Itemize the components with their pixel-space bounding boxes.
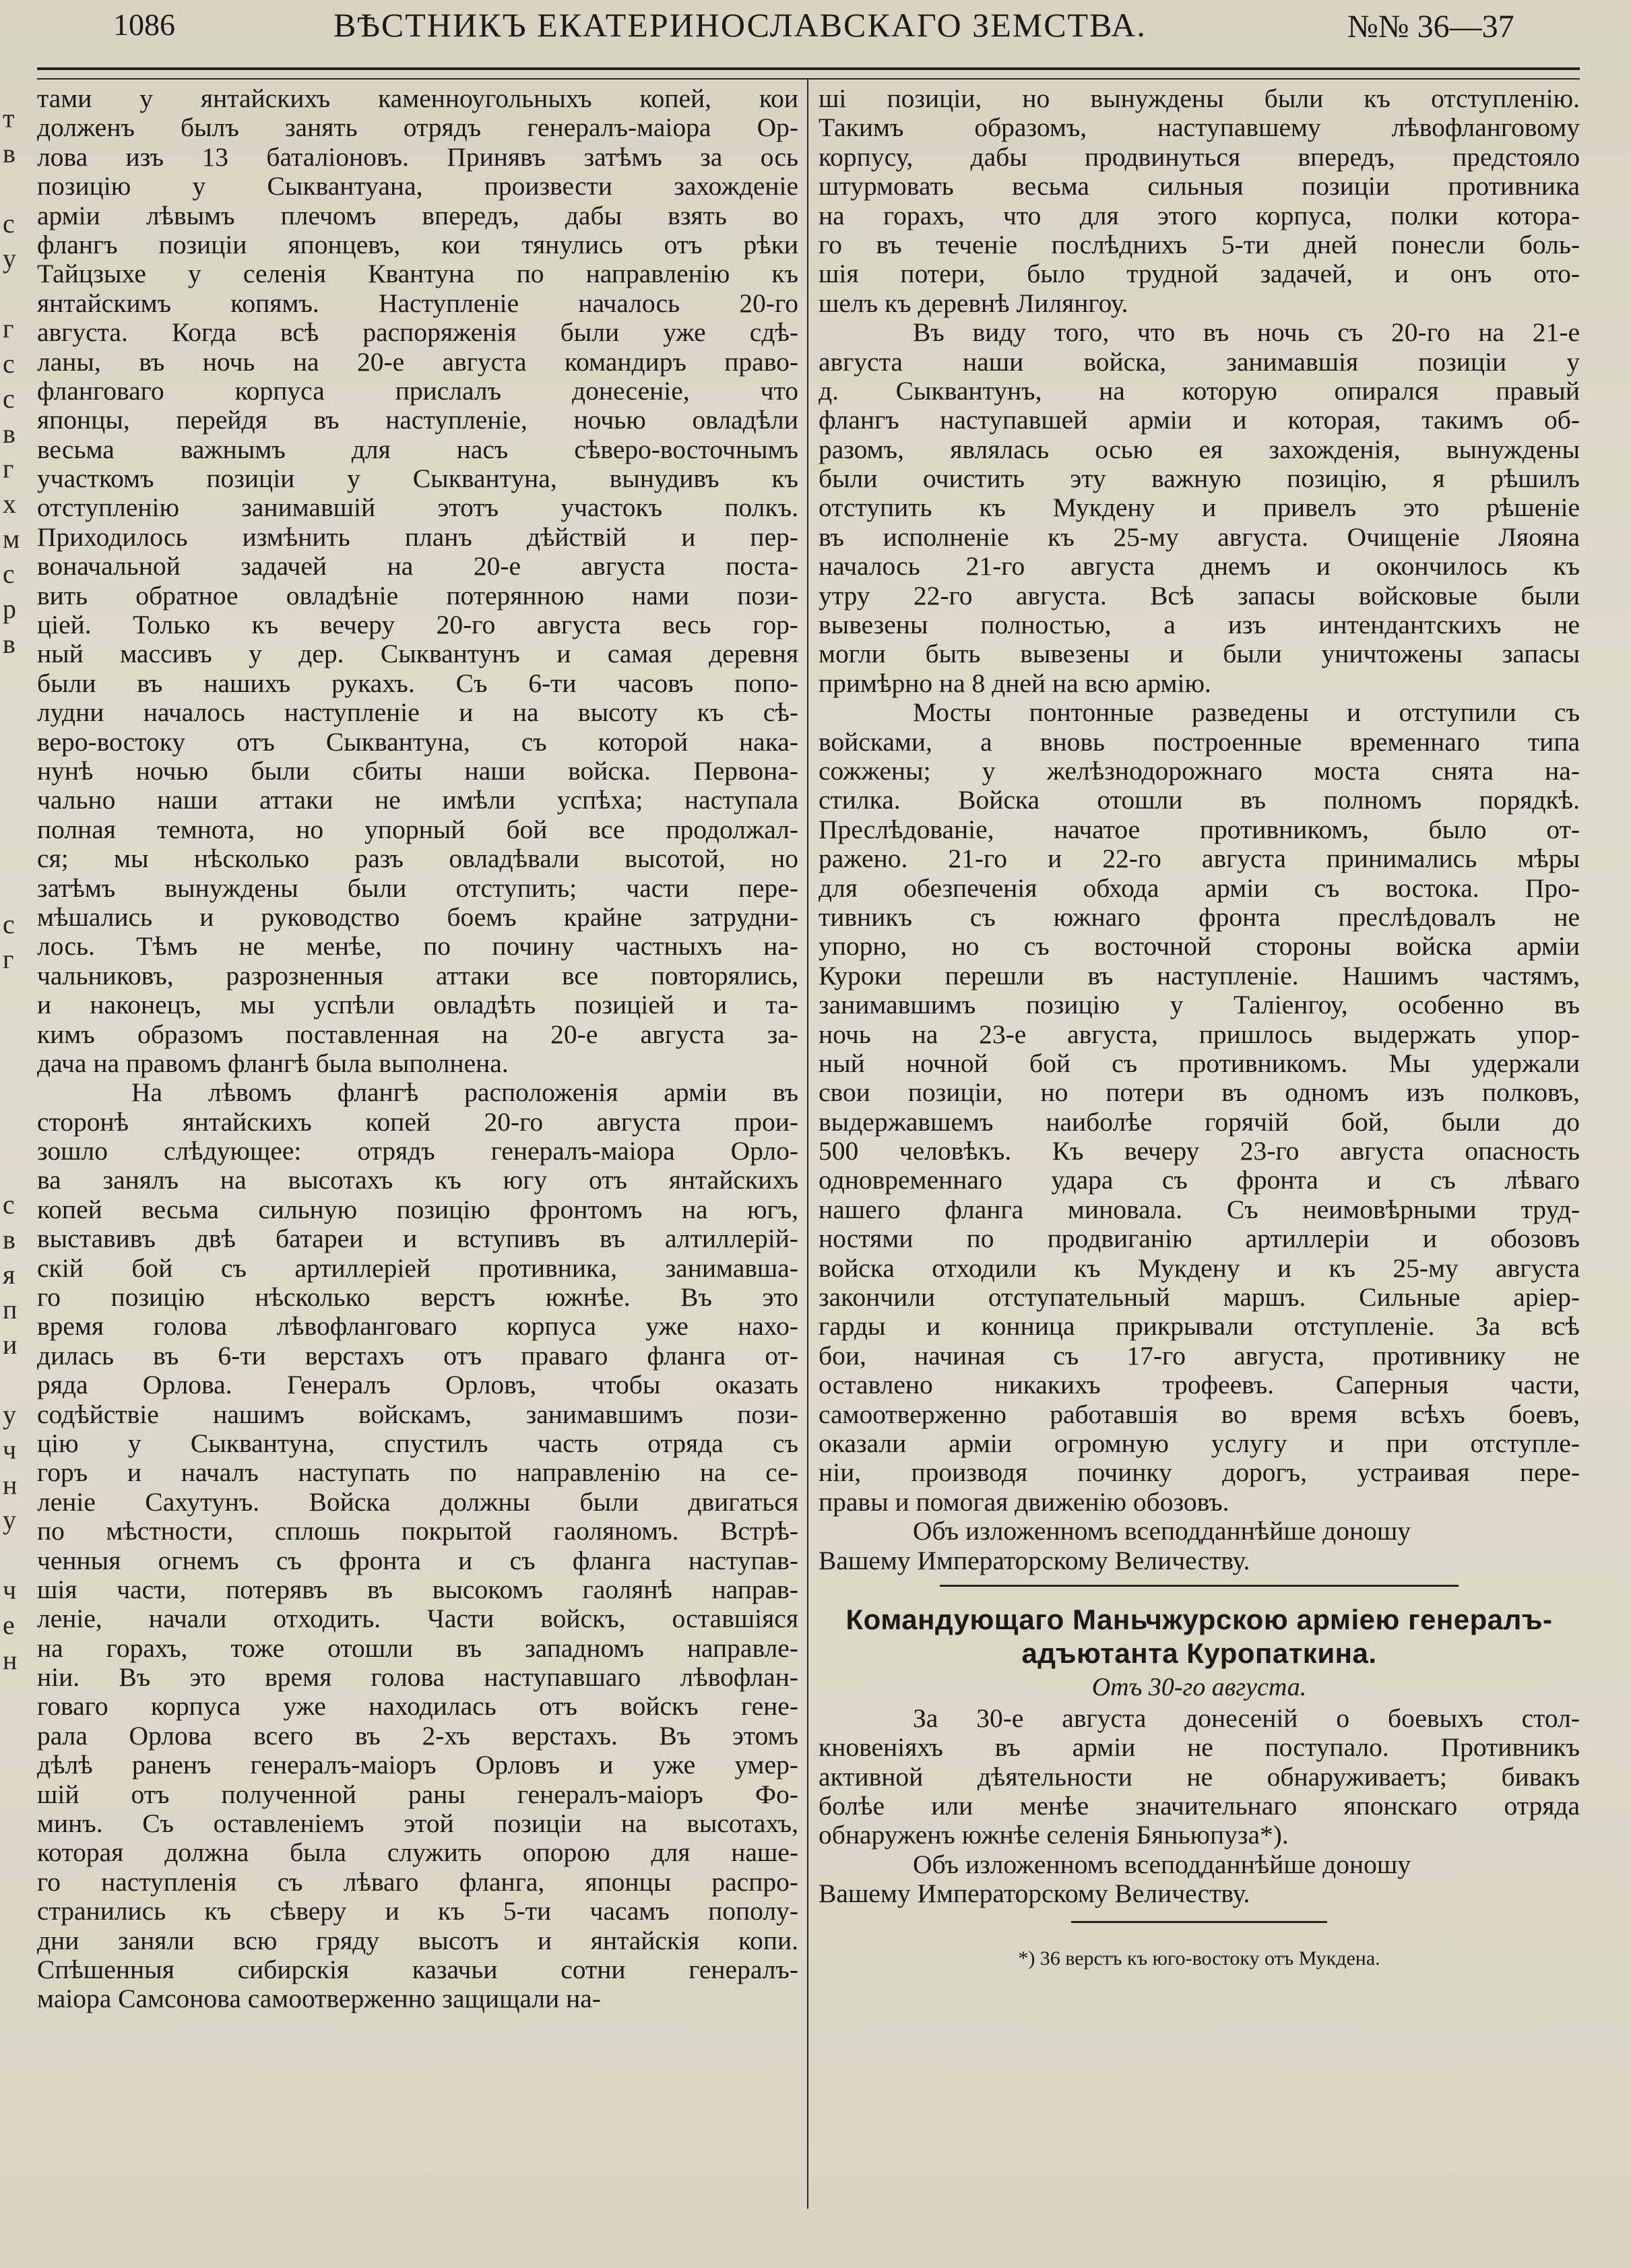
section-body bbox=[819, 1704, 1580, 1909]
section-rule bbox=[940, 1585, 1459, 1587]
text-line: Объ изложенномъ всеподданнѣйше доношу bbox=[913, 1849, 1411, 1879]
text-line: нашего фланга миновала. Съ неимовѣрными труд- bbox=[819, 1194, 1580, 1224]
text-line: свои позиціи, но потери въ одномъ изъ полковъ, bbox=[819, 1077, 1580, 1108]
text-line: го въ теченіе послѣднихъ 5-ти дней понесли боль- bbox=[819, 229, 1580, 259]
text-line: штурмовать весьма сильныя позиціи противника bbox=[819, 171, 1580, 201]
text-line: леніе Сахутунъ. Войска должны были двигаться bbox=[37, 1486, 798, 1517]
text-line: активной дѣятельности не обнаруживаетъ; бивакъ bbox=[819, 1761, 1580, 1792]
text-line: ряда Орлова. Генералъ Орловъ, чтобы оказать bbox=[37, 1370, 798, 1400]
text-line: выдержавшемъ наиболѣе горячій бой, были до bbox=[819, 1106, 1580, 1137]
text-line: отступленію занимавшій этотъ участокъ полкъ. bbox=[37, 493, 798, 523]
text-line: цію у Сыквантуна, спустилъ часть отряда съ bbox=[37, 1428, 798, 1458]
text-line: по мѣстности, сплошь покрытой гаоляномъ. Встрѣ- bbox=[37, 1516, 798, 1546]
text-line: веро-востоку отъ Сыквантуна, съ которой нака- bbox=[37, 726, 798, 757]
header-rule bbox=[37, 67, 1580, 80]
text-line: затѣмъ вынуждены были отступить; части пере- bbox=[37, 873, 798, 903]
text-line: августа. Когда всѣ распоряженія были уже сдѣ- bbox=[37, 317, 798, 348]
text-line: Вашему Императорскому Величеству. bbox=[819, 1545, 1250, 1575]
text-line: оказали арміи огромную услугу и при отступле- bbox=[819, 1428, 1580, 1458]
text-line: сторонѣ янтайскихъ копей 20-го августа прои- bbox=[37, 1106, 798, 1137]
section-title-line2: адъютанта Куропаткина. bbox=[1021, 1637, 1377, 1669]
text-line: отступить къ Мукдену и привелъ это рѣшеніе bbox=[819, 493, 1580, 523]
text-line: мѣшались и руководство боемъ крайне затрудни- bbox=[37, 902, 798, 932]
text-line: участкомъ позиціи у Сыквантуна, вынудивъ къ bbox=[37, 464, 798, 494]
text-line: Такимъ образомъ, наступавшему лѣвофланговому bbox=[819, 113, 1580, 143]
text-line: скій бой съ артиллеріей противника, занимавша- bbox=[37, 1253, 798, 1283]
text-line: шелъ къ деревнѣ Лилянгоу. bbox=[819, 288, 1128, 318]
text-line: Тайцзыхе у селенія Квантуна по направленію къ bbox=[37, 259, 798, 289]
text-line: утру 22-го августа. Всѣ запасы войсковые были bbox=[819, 580, 1580, 610]
text-line: были въ нашихъ рукахъ. Съ 6-ти часовъ попо- bbox=[37, 668, 798, 698]
text-line: странились къ сѣверу и къ 5-ти часамъ пополу- bbox=[37, 1896, 798, 1926]
text-line: болѣе или менѣе значительнаго японскаго отряда bbox=[819, 1791, 1580, 1821]
text-line: копей весьма сильную позицію фронтомъ на югъ, bbox=[37, 1194, 798, 1224]
text-line: ночь на 23-е августа, пришлось выдержать упор- bbox=[819, 1019, 1580, 1049]
text-line: оставлено никакихъ трофеевъ. Саперныя части, bbox=[819, 1370, 1580, 1400]
text-line: ченныя огнемъ съ фронта и съ фланга наступав- bbox=[37, 1545, 798, 1575]
text-line: Мосты понтонные разведены и отступили съ bbox=[913, 697, 1580, 728]
text-line: горъ и началъ наступать по направленію на се- bbox=[37, 1457, 798, 1488]
text-line: началось 21-го августа днемъ и окончилось къ bbox=[819, 551, 1580, 581]
text-line: ный массивъ у дер. Сыквантунъ и самая деревня bbox=[37, 639, 798, 669]
page-number: 1086 bbox=[113, 7, 175, 42]
text-line: рала Орлова всего въ 2-хъ верстахъ. Въ этомъ bbox=[37, 1720, 798, 1751]
text-line: маіора Самсонова самоотверженно защищали на- bbox=[37, 1984, 601, 2014]
text-line: войсками, а вновь построенные временнаго типа bbox=[819, 726, 1580, 757]
text-line: позицію у Сыквантуана, произвести захожденіе bbox=[37, 171, 798, 201]
text-line: на горахъ, что для этого корпуса, полки котора- bbox=[819, 200, 1580, 230]
text-line: полная темнота, но упорный бой все продолжал- bbox=[37, 814, 798, 844]
text-line: разомъ, являлась осью ея захожденія, вынуждены bbox=[819, 434, 1580, 464]
text-line: кновеніяхъ въ арміи не поступало. Противникъ bbox=[819, 1732, 1580, 1763]
text-line: одновременнаго удара съ фронта и съ лѣваго bbox=[819, 1165, 1580, 1195]
text-line: и наконецъ, мы успѣли овладѣть позиціей и та- bbox=[37, 990, 798, 1020]
text-line: леніе, начали отходить. Части войскъ, оставшіяся bbox=[37, 1604, 798, 1634]
right-column bbox=[819, 84, 1580, 1972]
text-line: тивникъ съ южнаго фронта преслѣдовалъ не bbox=[819, 902, 1580, 932]
text-line: флангъ наступавшей арміи и которая, такимъ об- bbox=[819, 405, 1580, 435]
text-line: воначальной задачей на 20-е августа поста- bbox=[37, 551, 798, 581]
text-line: ніи, производя починку дорогъ, устраивая пере- bbox=[819, 1457, 1580, 1488]
text-line: время голова лѣвофланговаго корпуса уже нахо- bbox=[37, 1311, 798, 1342]
text-line: ный ночной бой съ противникомъ. Мы удержали bbox=[819, 1048, 1580, 1078]
text-line: вить обратное овладѣніе потерянною нами пози- bbox=[37, 580, 798, 610]
text-line: го позицію нѣсколько верстъ южнѣе. Въ это bbox=[37, 1282, 798, 1313]
text-line: чальниковъ, разрозненныя аттаки все повторялись, bbox=[37, 960, 798, 990]
text-line: ланы, въ ночь на 20-е августа командиръ право- bbox=[37, 346, 798, 377]
text-line: Объ изложенномъ всеподданнѣйше доношу bbox=[913, 1516, 1411, 1546]
text-line: флангъ позиціи японцевъ, кои тянулись отъ рѣки bbox=[37, 229, 798, 259]
text-line: го наступленія съ лѣваго фланга, японцы распро- bbox=[37, 1866, 798, 1897]
text-line: дилась въ 6-ти верстахъ отъ праваго фланга от- bbox=[37, 1340, 798, 1371]
text-line: японцы, перейдя въ наступленіе, ночью овладѣли bbox=[37, 405, 798, 435]
text-line: сожжены; у желѣзнодорожнаго моста снята на- bbox=[819, 755, 1580, 786]
text-line: долженъ былъ занять отрядъ генералъ-маіора Ор- bbox=[37, 113, 798, 143]
left-column bbox=[37, 84, 798, 2014]
text-line: Въ виду того, что въ ночь съ 20-го на 21-е bbox=[913, 317, 1580, 348]
text-line: ва занялъ на высотахъ къ югу отъ янтайскихъ bbox=[37, 1165, 798, 1195]
right-column-text bbox=[819, 84, 1580, 1575]
text-line: шій отъ полученной раны генералъ-маіоръ Фо- bbox=[37, 1779, 798, 1809]
text-line: чально наши аттаки не имѣли успѣха; наступала bbox=[37, 785, 798, 815]
column-divider bbox=[807, 80, 808, 2209]
text-line: выставивъ двѣ батареи и вступивъ въ алтиллерій- bbox=[37, 1224, 798, 1254]
text-line: правы и помогая движенію обозовъ. bbox=[819, 1486, 1229, 1517]
text-line: лудни началось наступленіе и на высоту къ сѣ- bbox=[37, 697, 798, 728]
text-line: были очистить эту важную позицію, я рѣшилъ bbox=[819, 464, 1580, 494]
text-line: дни заняли всю гряду высотъ и янтайскія копи. bbox=[37, 1925, 798, 1955]
text-line: зошло слѣдующее: отрядъ генералъ-маіора Орло- bbox=[37, 1136, 798, 1166]
text-line: тами у янтайскихъ каменноугольныхъ копей, кои bbox=[37, 84, 798, 113]
text-line: ся; мы нѣсколько разъ овладѣвали высотой, но bbox=[37, 844, 798, 874]
text-line: на горахъ, тоже отошли въ западномъ направле- bbox=[37, 1633, 798, 1663]
section-date: Отъ 30-го августа. bbox=[1091, 1672, 1307, 1701]
text-line: вывезены полностью, а изъ интендантскихъ не bbox=[819, 610, 1580, 640]
text-line: шія части, потерявъ въ высокомъ гаолянѣ направ- bbox=[37, 1574, 798, 1604]
page-header bbox=[67, 0, 1563, 61]
text-line: ніи. Въ это время голова наступавшаго лѣвофлан- bbox=[37, 1662, 798, 1693]
text-line: августа наши войска, занимавшія позиціи у bbox=[819, 346, 1580, 377]
text-line: лова изъ 13 баталіоновъ. Принявъ затѣмъ за ось bbox=[37, 141, 798, 172]
text-line: корпусу, дабы продвинуться впередъ, предстояло bbox=[819, 141, 1580, 172]
text-line: упорно, но съ восточной стороны войска арміи bbox=[819, 931, 1580, 962]
text-line: занимавшимъ позицію у Таліенгоу, особенно въ bbox=[819, 990, 1580, 1020]
text-line: гарды и конница прикрывали отступленіе. За всѣ bbox=[819, 1311, 1580, 1342]
footnote-rule bbox=[1071, 1921, 1327, 1923]
issue-number: №№ 36—37 bbox=[1347, 9, 1514, 44]
text-line: Спѣшенныя сибирскія казачьи сотни генералъ- bbox=[37, 1955, 798, 1984]
text-line: За 30-е августа донесеній о боевыхъ стол- bbox=[913, 1703, 1580, 1733]
text-line: ціей. Только къ вечеру 20-го августа весь гор- bbox=[37, 610, 798, 640]
text-line: которая должна была служить опорою для наше- bbox=[37, 1837, 798, 1868]
text-line: Приходилось измѣнить планъ дѣйствій и пер- bbox=[37, 522, 798, 552]
text-line: обнаруженъ южнѣе селенія Бяньюпуза*). bbox=[819, 1820, 1289, 1850]
text-line: ражено. 21-го и 22-го августа принимались мѣры bbox=[819, 844, 1580, 874]
text-line: ностями по продвиганію артиллеріи и обозовъ bbox=[819, 1224, 1580, 1254]
text-line: Вашему Императорскому Величеству. bbox=[819, 1879, 1250, 1909]
text-line: самоотверженно работавшія во время всѣхъ боевъ, bbox=[819, 1399, 1580, 1429]
text-line: Куроки перешли въ наступленіе. Нашимъ частямъ, bbox=[819, 960, 1580, 990]
text-line: 500 человѣкъ. Къ вечеру 23-го августа опасность bbox=[819, 1136, 1580, 1166]
text-line: шi позиціи, но вынуждены были къ отступленію. bbox=[819, 84, 1580, 113]
text-line: закончили отступательный маршъ. Сильные аріер- bbox=[819, 1282, 1580, 1313]
text-line: для обезпеченія обхода арміи съ востока. Про- bbox=[819, 873, 1580, 903]
text-line: весьма важнымъ для насъ сѣверо-восточнымъ bbox=[37, 434, 798, 464]
text-line: дача на правомъ флангѣ была выполнена. bbox=[37, 1048, 509, 1078]
text-line: Преслѣдованіе, начатое противникомъ, было от- bbox=[819, 814, 1580, 844]
journal-title: ВѢСТНИКЪ ЕКАТЕРИНОСЛАВСКАГО ЗЕМСТВА. bbox=[333, 6, 1147, 44]
margin-bleed-text: т в с у г с с в г х м с р в с г с в я п и у ч н у ч е н bbox=[3, 103, 20, 1675]
text-line: стилка. Войска отошли въ полномъ порядкѣ. bbox=[819, 785, 1580, 815]
text-line: говаго корпуса уже находилась отъ войскъ гене- bbox=[37, 1691, 798, 1722]
text-line: нунѣ ночью были сбиты наши войска. Первона- bbox=[37, 755, 798, 786]
footnote: *) 36 верстъ къ юго-востоку отъ Мукдена. bbox=[1018, 1947, 1380, 1970]
text-line: дѣлѣ раненъ генералъ-маіоръ Орловъ и уже умер- bbox=[37, 1750, 798, 1780]
text-line: примѣрно на 8 дней на всю армію. bbox=[819, 668, 1211, 698]
text-line: минъ. Съ оставленіемъ этой позиціи на высотахъ, bbox=[37, 1808, 798, 1839]
text-line: д. Сыквантунъ, на которую опирался правый bbox=[819, 375, 1580, 406]
text-line: войска отходили къ Мукдену и къ 25-му августа bbox=[819, 1253, 1580, 1283]
text-line: янтайскимъ копямъ. Наступленіе началось 20-го bbox=[37, 288, 798, 318]
text-line: арміи лѣвымъ плечомъ впередъ, дабы взять во bbox=[37, 200, 798, 230]
text-line: лось. Тѣмъ не менѣе, по почину частныхъ на- bbox=[37, 931, 798, 962]
text-line: На лѣвомъ флангѣ расположенія арміи въ bbox=[131, 1077, 798, 1108]
text-line: въ исполненіе къ 25-му августа. Очищеніе Ляояна bbox=[819, 522, 1580, 552]
text-line: фланговаго корпуса прислалъ донесеніе, что bbox=[37, 375, 798, 406]
text-line: бои, начиная съ 17-го августа, противнику не bbox=[819, 1340, 1580, 1371]
section-title-line1: Командующаго Маньчжурскою арміею генералъ- bbox=[845, 1603, 1553, 1635]
text-line: содѣйствіе нашимъ войскамъ, занимавшимъ пози- bbox=[37, 1399, 798, 1429]
text-line: кимъ образомъ поставленная на 20-е августа за- bbox=[37, 1019, 798, 1049]
text-line: шія потери, было трудной задачей, и онъ ото- bbox=[819, 259, 1580, 289]
text-line: могли быть вывезены и были уничтожены запасы bbox=[819, 639, 1580, 669]
